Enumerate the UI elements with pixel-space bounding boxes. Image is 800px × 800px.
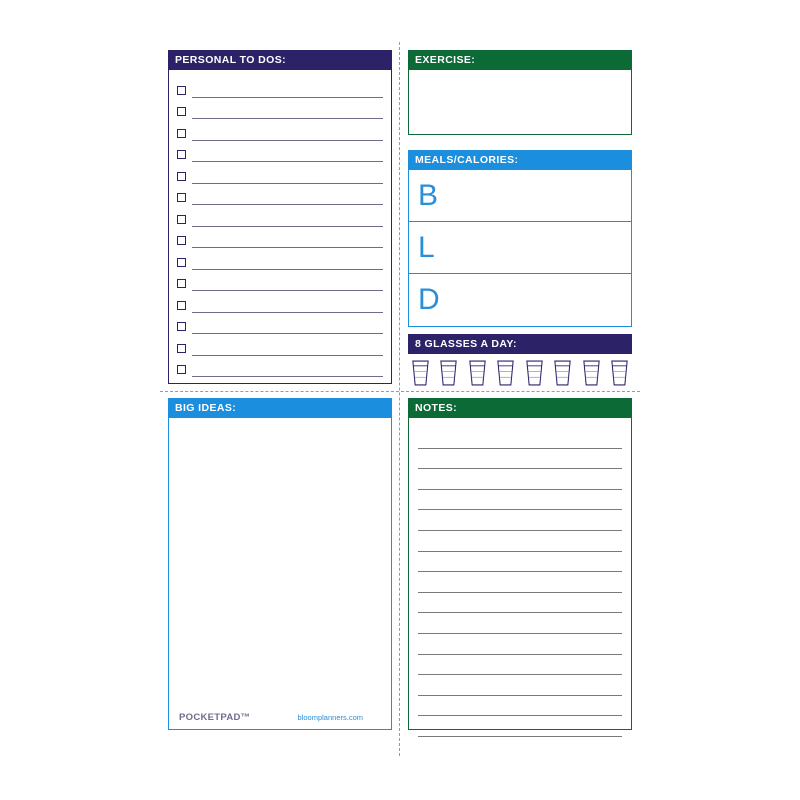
glasses-row: [408, 354, 632, 387]
todo-write-line[interactable]: [192, 103, 383, 119]
big-ideas-header: BIG IDEAS:: [168, 398, 392, 418]
checkbox-icon[interactable]: [177, 86, 186, 95]
todo-write-line[interactable]: [192, 189, 383, 205]
big-ideas-input-area[interactable]: [168, 418, 392, 730]
note-line[interactable]: [418, 469, 622, 490]
checkbox-icon[interactable]: [177, 129, 186, 138]
note-line[interactable]: [418, 716, 622, 737]
water-glass-icon[interactable]: [581, 359, 602, 387]
checkbox-icon[interactable]: [177, 193, 186, 202]
todo-write-line[interactable]: [192, 361, 383, 377]
todo-write-line[interactable]: [192, 125, 383, 141]
meal-row-b[interactable]: B: [409, 170, 631, 222]
todo-write-line[interactable]: [192, 82, 383, 98]
checkbox-icon[interactable]: [177, 344, 186, 353]
exercise-input-area[interactable]: [408, 70, 632, 135]
meals-calories-body: [408, 170, 632, 327]
planner-sheet: [160, 42, 640, 756]
note-line[interactable]: [418, 490, 622, 511]
todo-row[interactable]: [177, 119, 383, 141]
todo-row[interactable]: [177, 270, 383, 292]
meal-row-d[interactable]: D: [418, 283, 440, 316]
big-ideas-panel: [168, 398, 392, 730]
todo-row[interactable]: [177, 184, 383, 206]
checkbox-icon[interactable]: [177, 172, 186, 181]
personal-todos-header: PERSONAL TO DOS:: [168, 50, 392, 70]
todo-row[interactable]: [177, 248, 383, 270]
todo-write-line[interactable]: [192, 232, 383, 248]
water-glass-icon[interactable]: [438, 359, 459, 387]
todo-row[interactable]: [177, 334, 383, 356]
glasses-header: 8 GLASSES A DAY:: [408, 334, 632, 354]
personal-todos-panel: [168, 50, 392, 384]
water-glass-icon[interactable]: [410, 359, 431, 387]
todo-row[interactable]: [177, 356, 383, 378]
note-line[interactable]: [418, 634, 622, 655]
todo-write-line[interactable]: [192, 297, 383, 313]
todo-write-line[interactable]: [192, 275, 383, 291]
note-line[interactable]: [418, 428, 622, 449]
water-glass-icon[interactable]: [495, 359, 516, 387]
notes-body: [408, 418, 632, 730]
checkbox-icon[interactable]: [177, 322, 186, 331]
todo-row[interactable]: [177, 291, 383, 313]
water-glass-icon[interactable]: [609, 359, 630, 387]
notes-panel: [408, 398, 632, 730]
checkbox-icon[interactable]: [177, 301, 186, 310]
water-glass-icon[interactable]: [552, 359, 573, 387]
note-line[interactable]: [418, 572, 622, 593]
notes-header: NOTES:: [408, 398, 632, 418]
todo-row[interactable]: [177, 98, 383, 120]
note-line[interactable]: [418, 531, 622, 552]
pocketpad-wordmark: POCKETPAD™: [179, 712, 251, 723]
exercise-panel: [408, 50, 632, 135]
fold-line-horizontal: [160, 391, 640, 392]
note-line[interactable]: [418, 675, 622, 696]
todo-write-line[interactable]: [192, 340, 383, 356]
todo-write-line[interactable]: [192, 318, 383, 334]
todo-row[interactable]: [177, 205, 383, 227]
checkbox-icon[interactable]: [177, 258, 186, 267]
brand-row: [169, 712, 391, 723]
checkbox-icon[interactable]: [177, 236, 186, 245]
glasses-panel: [408, 334, 632, 387]
checkbox-icon[interactable]: [177, 107, 186, 116]
todo-row[interactable]: [177, 313, 383, 335]
note-line[interactable]: [418, 449, 622, 470]
checkbox-icon[interactable]: [177, 215, 186, 224]
todo-row[interactable]: [177, 76, 383, 98]
note-line[interactable]: [418, 552, 622, 573]
todo-write-line[interactable]: [192, 168, 383, 184]
todo-write-line[interactable]: [192, 146, 383, 162]
water-glass-icon[interactable]: [467, 359, 488, 387]
meals-calories-panel: [408, 150, 632, 327]
checkbox-icon[interactable]: [177, 279, 186, 288]
todo-write-line[interactable]: [192, 211, 383, 227]
todo-row[interactable]: [177, 141, 383, 163]
note-line[interactable]: [418, 655, 622, 676]
personal-todos-body: [168, 70, 392, 384]
note-line[interactable]: [418, 510, 622, 531]
todo-write-line[interactable]: [192, 254, 383, 270]
todo-row[interactable]: [177, 227, 383, 249]
note-line[interactable]: [418, 696, 622, 717]
todo-row[interactable]: [177, 162, 383, 184]
checkbox-icon[interactable]: [177, 365, 186, 374]
note-line[interactable]: [418, 593, 622, 614]
meals-calories-header: MEALS/CALORIES:: [408, 150, 632, 170]
bloomplanners-url: bloomplanners.com: [297, 713, 363, 722]
water-glass-icon[interactable]: [524, 359, 545, 387]
fold-line-vertical: [399, 42, 400, 756]
note-line[interactable]: [418, 613, 622, 634]
checkbox-icon[interactable]: [177, 150, 186, 159]
meal-row-l[interactable]: L: [409, 222, 631, 274]
exercise-header: EXERCISE:: [408, 50, 632, 70]
